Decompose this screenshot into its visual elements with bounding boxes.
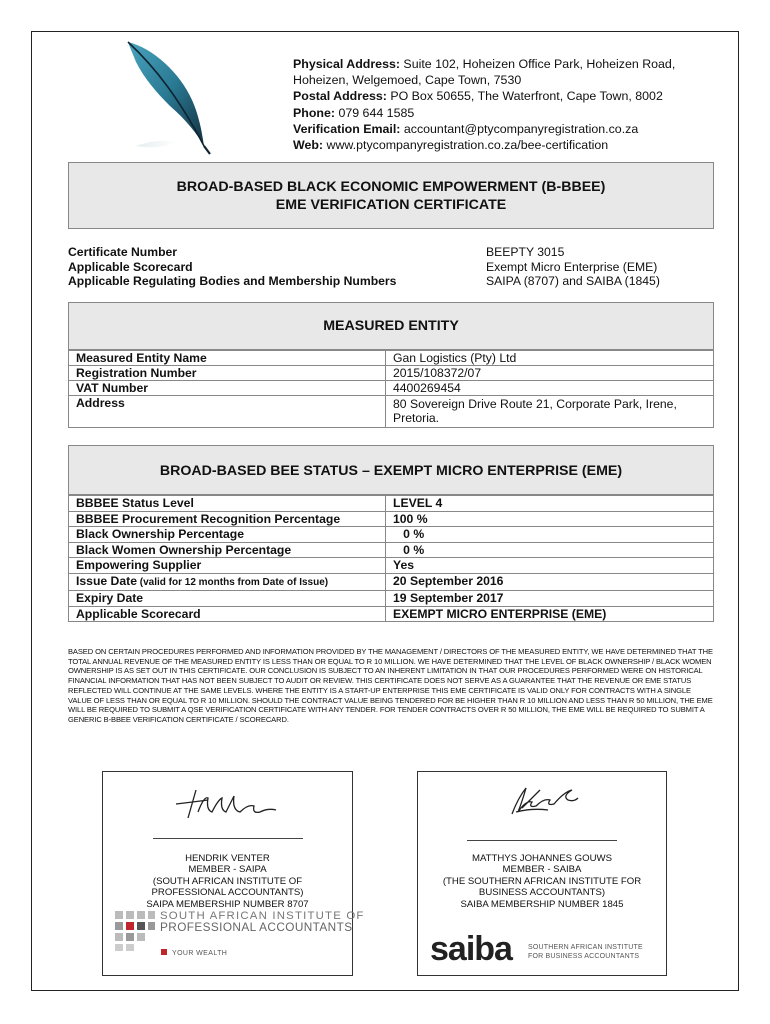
table-cell-value: Yes — [386, 558, 714, 574]
status-note: (valid for 12 months from Date of Issue) — [136, 576, 329, 588]
table-row — [69, 606, 714, 622]
signature-matthys-gouws — [492, 778, 592, 822]
table-cell-label — [69, 573, 386, 591]
saiba-logo-sub-1: SOUTHERN AFRICAN INSTITUTE — [528, 944, 643, 951]
cert-row — [68, 274, 714, 289]
cert-value: BEEPTY 3015 — [486, 245, 565, 259]
signature-line — [153, 838, 303, 839]
saiba-logo-word: saiba — [430, 930, 512, 968]
status-label: Issue Date — [76, 573, 137, 588]
signatory-name: HENDRIK VENTER — [185, 853, 270, 864]
signatory-line: PROFESSIONAL ACCOUNTANTS) — [151, 887, 304, 899]
certificate-title — [68, 162, 714, 229]
postal-address-label: Postal Address: — [293, 89, 387, 104]
table-row — [69, 496, 714, 512]
title-line-1: BROAD-BASED BLACK ECONOMIC EMPOWERMENT (B-BBEE) — [176, 179, 606, 195]
cert-label: Certificate Number — [68, 245, 178, 259]
bee-status-table — [68, 495, 714, 622]
table-cell-label: VAT Number — [69, 381, 386, 396]
cert-value: SAIPA (8707) and SAIBA (1845) — [486, 274, 660, 288]
signatory-line: SAIPA MEMBERSHIP NUMBER 8707 — [146, 898, 309, 910]
signature-hendrik-venter — [168, 782, 288, 824]
cert-row — [68, 245, 714, 260]
table-cell-value: 0 % — [386, 527, 714, 543]
signatory-line: BUSINESS ACCOUNTANTS) — [478, 887, 606, 899]
signature-box-saiba — [417, 771, 667, 976]
saiba-logo — [430, 929, 655, 971]
table-cell-label — [69, 606, 386, 622]
table-cell-label — [69, 496, 386, 512]
saipa-logo — [115, 910, 365, 963]
certificate-info — [68, 245, 714, 289]
saipa-tagline: YOUR WEALTH — [161, 948, 227, 959]
saipa-logo-line-1: SOUTH AFRICAN INSTITUTE OF — [160, 910, 365, 922]
physical-address-label: Physical Address: — [293, 57, 400, 71]
measured-entity-heading: MEASURED ENTITY — [68, 302, 714, 350]
table-cell-value: 2015/108372/07 — [386, 366, 714, 381]
web-label: Web: — [293, 138, 324, 153]
table-cell-value: Gan Logistics (Pty) Ltd — [386, 351, 714, 366]
signature-box-saipa — [102, 771, 365, 976]
phone-label: Phone: — [293, 105, 335, 120]
status-label: BBBEE Status Level — [76, 496, 194, 510]
measured-entity-table — [68, 350, 714, 428]
table-row — [69, 527, 714, 543]
status-label: Black Women Ownership Percentage — [76, 542, 292, 557]
status-label: Black Ownership Percentage — [76, 527, 244, 541]
email-value[interactable]: accountant@ptycompanyregistration.co.za — [400, 121, 639, 136]
phone-value: 079 644 1585 — [335, 105, 415, 120]
saipa-grid-icon — [115, 911, 155, 951]
table-cell-label — [69, 527, 386, 543]
postal-address-value: PO Box 50655, The Waterfront, Cape Town, 8002 — [386, 89, 663, 104]
table-row — [69, 511, 714, 527]
title-line-2: EME VERIFICATION CERTIFICATE — [275, 197, 507, 213]
table-row — [69, 591, 714, 607]
table-cell-value: 100 % — [386, 511, 714, 527]
status-label: BBBEE Procurement Recognition Percentage — [76, 511, 341, 526]
table-cell-label — [69, 542, 386, 558]
table-row — [69, 366, 714, 381]
feather-logo — [118, 38, 228, 158]
table-row — [69, 381, 714, 396]
saipa-logo-line-2: PROFESSIONAL ACCOUNTANTS — [160, 920, 353, 934]
table-cell-label: Address — [69, 396, 386, 428]
table-row — [69, 573, 714, 591]
table-cell-label — [69, 558, 386, 574]
signatory-line: (SOUTH AFRICAN INSTITUTE OF — [152, 875, 303, 887]
signature-line — [467, 840, 617, 841]
status-label: Applicable Scorecard — [76, 606, 201, 621]
cert-row — [68, 260, 714, 275]
saiba-logo-sub-2: FOR BUSINESS ACCOUNTANTS — [528, 953, 640, 960]
table-cell-label — [69, 591, 386, 607]
bee-status-heading: BROAD-BASED BEE STATUS – EXEMPT MICRO ENTERPRISE (EME) — [68, 445, 714, 495]
signatory-line: (THE SOUTHERN AFRICAN INSTITUTE FOR — [442, 875, 642, 887]
table-row — [69, 396, 714, 428]
table-cell-value: 4400269454 — [386, 381, 714, 396]
table-cell-value: 19 September 2017 — [386, 591, 714, 607]
status-label: Expiry Date — [76, 591, 144, 605]
status-label: Empowering Supplier — [76, 558, 202, 572]
table-cell-value: EXEMPT MICRO ENTERPRISE (EME) — [386, 606, 714, 622]
signatory-name: MATTHYS JOHANNES GOUWS — [471, 853, 612, 864]
table-cell-value: LEVEL 4 — [386, 496, 714, 512]
disclaimer-text: BASED ON CERTAIN PROCEDURES PERFORMED AND INFORMATION PROVIDED BY THE MANAGEMENT / DIRECTORS OF THE MEASURED ENTITY, WE HAVE DETERMINED THAT THE TOTAL ANNUAL REVENUE OF THE MEASURED ENTITY IS LESS THAN OR EQUAL TO R 10 MILLION. WE HAVE DETERMINED THAT THE LEVEL OF BLACK OWNERSHIP / BLACK WOMEN OWNERSHIP IS AS SET OUT IN THIS CERTIFICATE. OUR CONCLUSION IS SUBJECT TO AN INHERENT LIMITATION IN THAT OUR PROCEDURES PERFORMED WERE ON HISTORICAL FINANCIAL INFORMATION THAT HAS NOT BEEN SUBJECT TO AUDIT OR REVIEW. THIS CERTIFICATE DOES NOT SERVE AS A GUARANTEE THAT THE REVENUE OR EME STATUS REFLECTED WILL CONTINUE AT THE SAME LEVELS. WHERE THE ENTITY IS A START-UP ENTERPRISE THIS EME CERTIFICATE IS VALID ONLY FOR CONTRACTS WITH A SINGLE VALUE OF LESS THAN OR EQUAL TO R 10 MILLION. SHOULD THE CONTRACT VALUE BEING TENDERED FOR BE HIGHER THAN R 10 MILLION AND LESS THAN R 50 MILLION, THE EME WILL BE REQUIRED TO SUBMIT A QSE VERIFICATION CERTIFICATE WITH ANY TENDER. FOR TENDER CONTRACTS OVER R 50 MILLION, THE EME WILL BE REQUIRED TO SUBMIT A GENERIC B-BBEE VERIFICATION CERTIFICATE / SCORECARD. — [68, 647, 713, 724]
saipa-logo-text — [160, 911, 365, 933]
saiba-logo-subtitle — [528, 943, 643, 961]
table-cell-value: 20 September 2016 — [386, 573, 714, 591]
table-row — [69, 542, 714, 558]
table-row — [69, 558, 714, 574]
signatory-line: SAIBA MEMBERSHIP NUMBER 1845 — [460, 898, 624, 910]
table-cell-label: Registration Number — [69, 366, 386, 381]
cert-value: Exempt Micro Enterprise (EME) — [486, 259, 658, 274]
web-value[interactable]: www.ptycompanyregistration.co.za/bee-certification — [323, 138, 609, 153]
signatory-line: MEMBER - SAIPA — [188, 864, 267, 876]
cert-label: Applicable Regulating Bodies and Membership Numbers — [68, 274, 397, 288]
table-cell-value: 80 Sovereign Drive Route 21, Corporate Park, Irene, Pretoria. — [386, 396, 714, 428]
signatory-line: MEMBER - SAIBA — [502, 864, 582, 876]
contact-block — [293, 56, 675, 153]
table-cell-label: Measured Entity Name — [69, 351, 386, 366]
physical-address-value-2: Hoheizen, Welgemoed, Cape Town, 7530 — [293, 73, 522, 88]
email-label: Verification Email: — [293, 121, 401, 136]
physical-address-value: Suite 102, Hoheizen Office Park, Hoheizen Road, — [399, 57, 676, 71]
table-row — [69, 351, 714, 366]
cert-label: Applicable Scorecard — [68, 259, 193, 274]
table-cell-value: 0 % — [386, 542, 714, 558]
table-cell-label — [69, 511, 386, 527]
